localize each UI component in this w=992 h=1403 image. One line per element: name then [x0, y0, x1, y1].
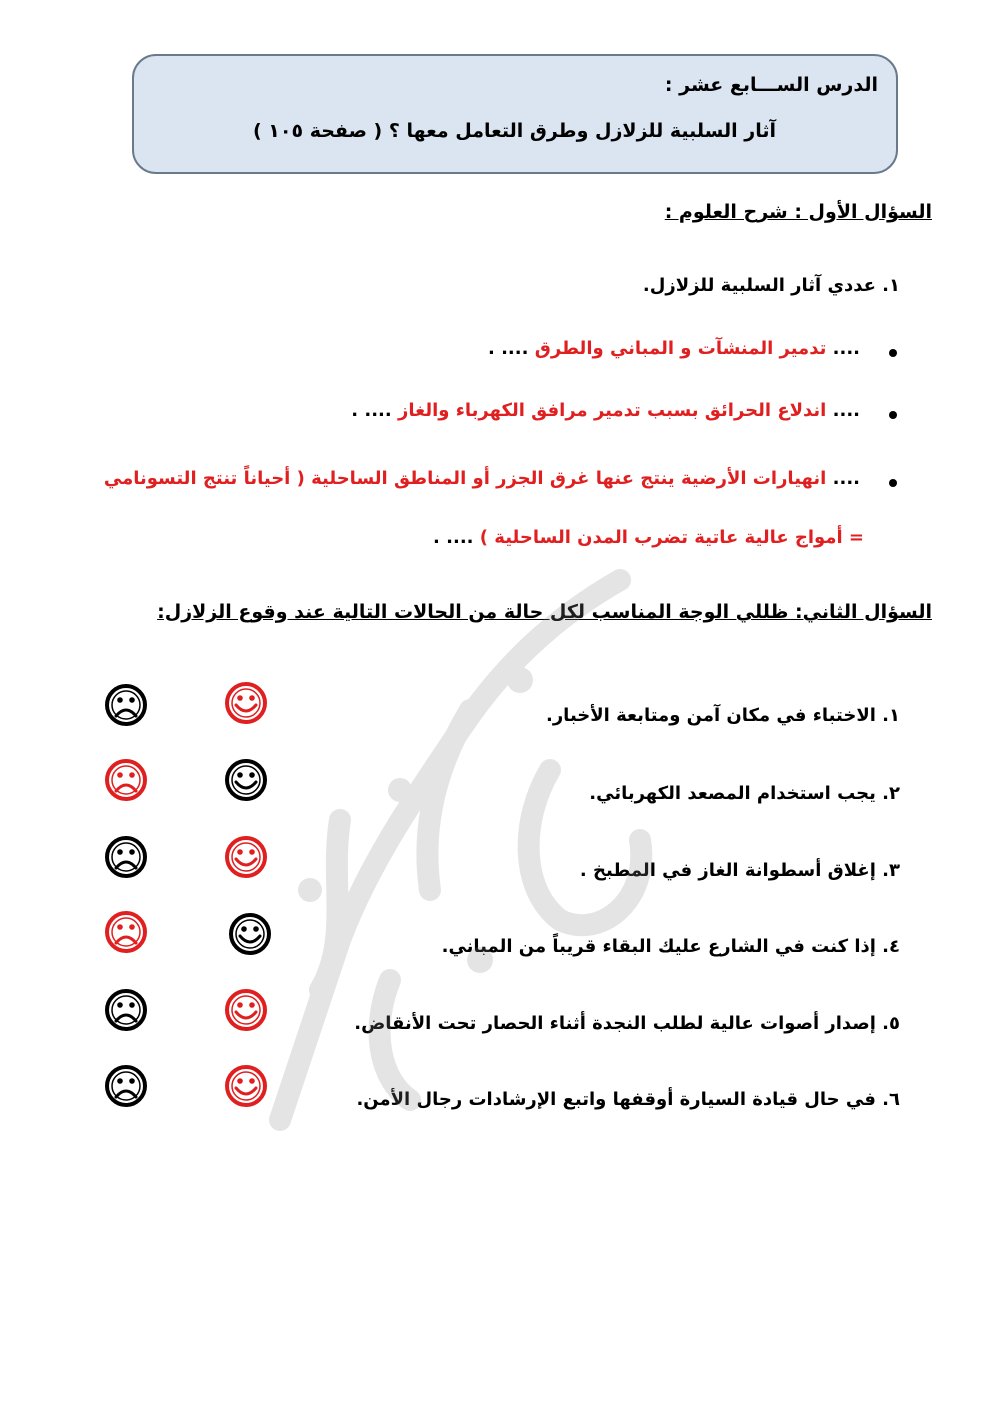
- bullet: [889, 411, 897, 419]
- lesson-number: الدرس الســـابع عشر :: [664, 74, 878, 96]
- sad-face-icon[interactable]: [104, 1064, 148, 1108]
- question-2-title: السؤال الثاني: ظللي الوجة المناسب لكل حالة من الحالات التالية عند وقوع الزلازل:: [157, 601, 932, 623]
- answer-3-continued: = أمواج عالية عاتية تضرب المدن الساحلية ) .... .: [433, 527, 864, 548]
- answer-2: .... اندلاع الحرائق بسبب تدمير مرافق الكهرباء والغاز .... .: [351, 400, 860, 421]
- happy-face-icon[interactable]: [228, 912, 272, 956]
- question-1-prompt: ١. عددي آثار السلبية للزلازل.: [642, 275, 900, 296]
- item-4: ٤. إذا كنت في الشارع عليك البقاء قريباً من المباني.: [441, 936, 900, 957]
- bullet: [889, 349, 897, 357]
- sad-face-icon[interactable]: [104, 910, 148, 954]
- happy-face-icon[interactable]: [224, 835, 268, 879]
- happy-face-icon[interactable]: [224, 1064, 268, 1108]
- happy-face-icon[interactable]: [224, 758, 268, 802]
- answer-3: .... انهيارات الأرضية ينتج عنها غرق الجزر أو المناطق الساحلية ( أحياناً تنتج التسونامي: [103, 468, 860, 489]
- bullet: [889, 479, 897, 487]
- item-2: ٢. يجب استخدام المصعد الكهربائي.: [589, 783, 900, 804]
- item-3: ٣. إغلاق أسطوانة الغاز في المطبخ .: [579, 860, 900, 881]
- sad-face-icon[interactable]: [104, 835, 148, 879]
- lesson-header-box: [132, 54, 898, 174]
- sad-face-icon[interactable]: [104, 988, 148, 1032]
- answer-1: .... تدمير المنشآت و المباني والطرق .... .: [487, 338, 860, 359]
- watermark-signature: [220, 560, 700, 1140]
- happy-face-icon[interactable]: [224, 988, 268, 1032]
- item-6: ٦. في حال قيادة السيارة أوقفها واتبع الإرشادات رجال الأمن.: [356, 1089, 900, 1110]
- sad-face-icon[interactable]: [104, 683, 148, 727]
- sad-face-icon[interactable]: [104, 758, 148, 802]
- item-5: ٥. إصدار أصوات عالية لطلب النجدة أثناء الحصار تحت الأنقاض.: [354, 1013, 900, 1034]
- lesson-topic: آثار السلبية للزلازل وطرق التعامل معها ؟ ( صفحة ١٠٥ ): [252, 120, 776, 142]
- happy-face-icon[interactable]: [224, 681, 268, 725]
- question-1-title: السؤال الأول : شرح العلوم :: [664, 201, 932, 223]
- item-1: ١. الاختباء في مكان آمن ومتابعة الأخبار.: [545, 705, 900, 726]
